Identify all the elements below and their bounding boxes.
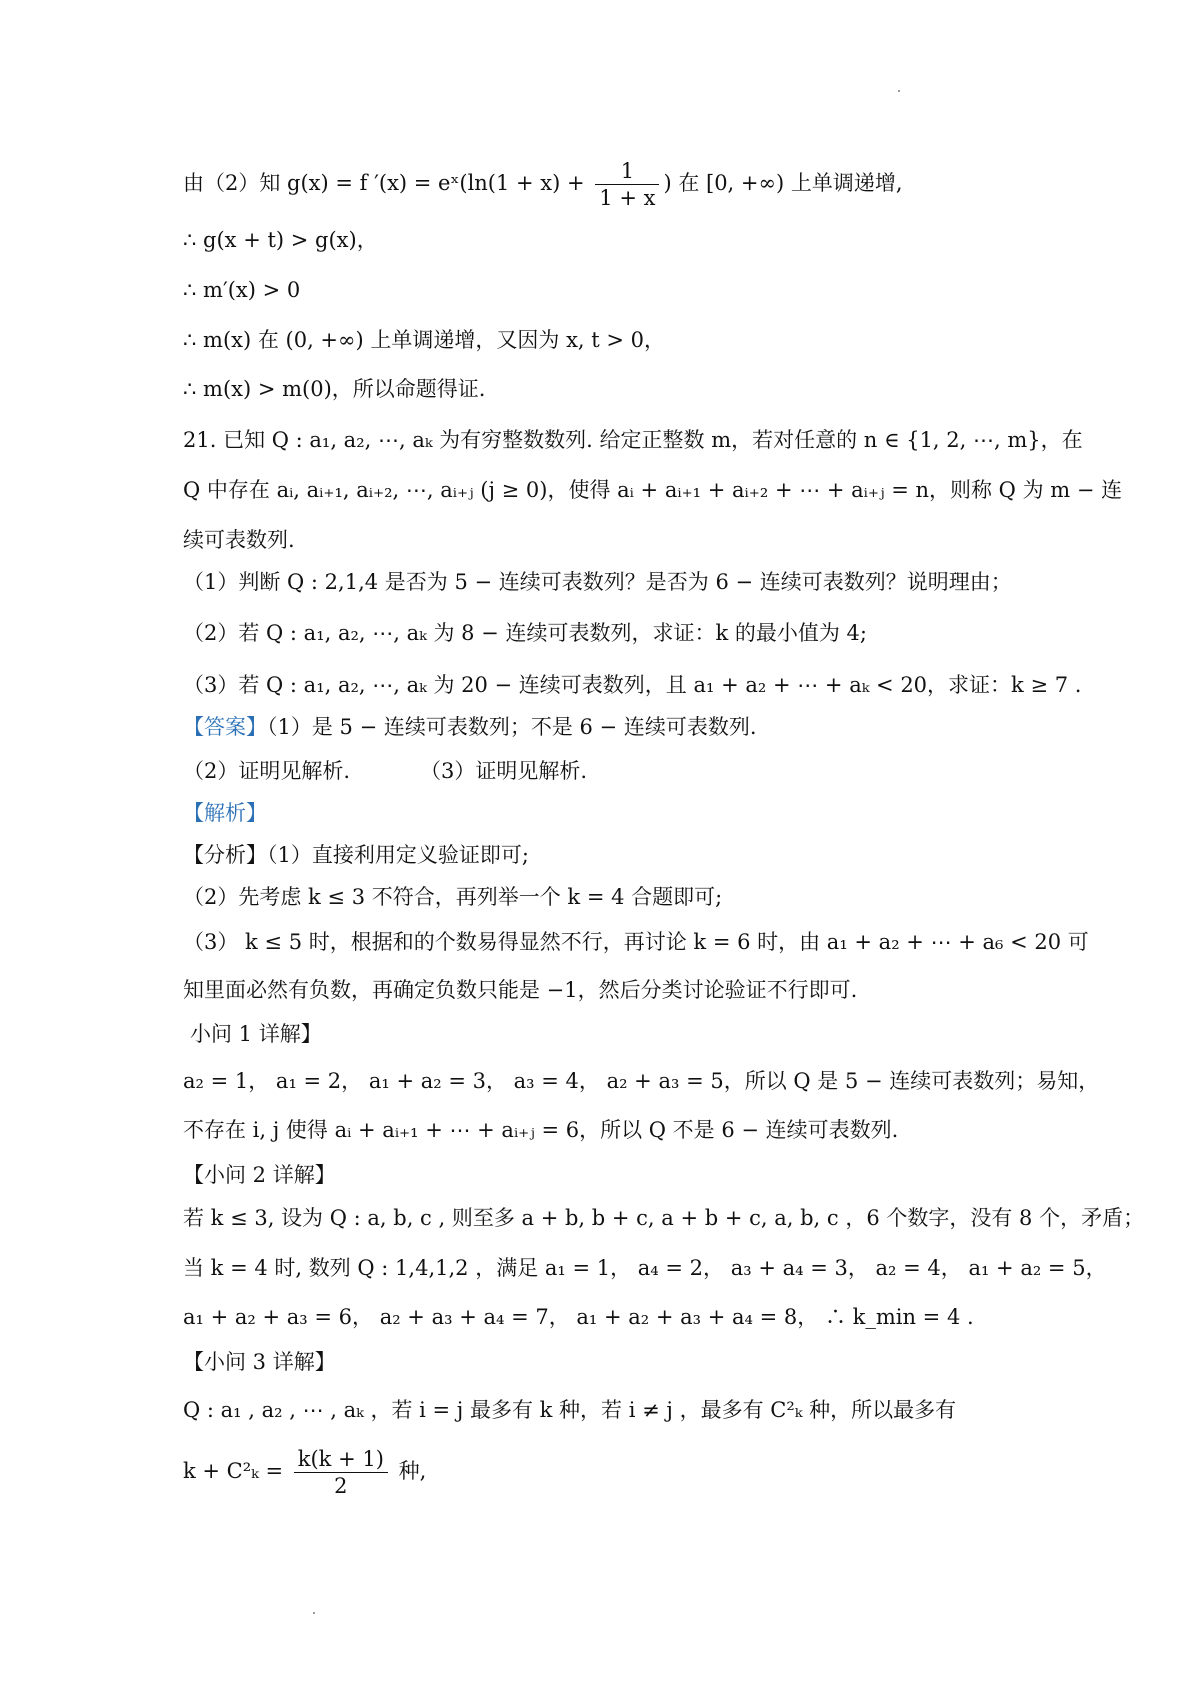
analysis-line-3: （3） k ≤ 5 时，根据和的个数易得显然不行，再讨论 k = 6 时，由 a₁ + a₂ + ⋯ + a₆ < 20 可 — [183, 930, 1089, 954]
part-2-line-2: 当 k = 4 时, 数列 Q : 1,4,1,2 ，满足 a₁ = 1， a₄ = 2， a₃ + a₄ = 3， a₂ = 4， a₁ + a₂ = 5， — [183, 1256, 1107, 1280]
answer-line-1: 【答案】（1）是 5 − 连续可表数列；不是 6 − 连续可表数列. — [183, 715, 757, 739]
proof-line-3: ∴ m′(x) > 0 — [183, 278, 301, 302]
part-1-title: 小问 1 详解】 — [190, 1022, 322, 1046]
question-21-line-1: 21. 已知 Q : a₁, a₂, ⋯, aₖ 为有穷整数数列. 给定正整数 m，若对任意的 n ∈ {1, 2, ⋯, m}，在 — [183, 428, 1083, 452]
part-3-title: 【小问 3 详解】 — [183, 1350, 336, 1374]
answer-line-2: （2）证明见解析. （3）证明见解析. — [183, 759, 588, 783]
proof-line-5: ∴ m(x) > m(0)，所以命题得证. — [183, 377, 486, 401]
proof-line-4: ∴ m(x) 在 (0, +∞) 上单调递增，又因为 x, t > 0， — [183, 328, 666, 352]
part-3-line-2: k + C²ₖ = $\frac{k(k + 1)}{2}$ 种, — [183, 1447, 427, 1498]
subquestion-1: （1）判断 Q : 2,1,4 是否为 5 − 连续可表数列？是否为 6 − 连续可表数列？说明理由； — [183, 570, 1012, 594]
answer-tag: 【答案】 — [183, 715, 267, 739]
question-21-line-3: 续可表数列. — [183, 528, 295, 552]
fraction: $\frac{k(k + 1)}{2}$ — [294, 1446, 388, 1499]
analysis-line-2: （2）先考虑 k ≤ 3 不符合，再列举一个 k = 4 合题即可; — [183, 885, 723, 909]
subquestion-2: （2）若 Q : a₁, a₂, ⋯, aₖ 为 8 − 连续可表数列，求证：k 的最小值为 4; — [183, 621, 867, 645]
speck — [898, 90, 900, 92]
part-1-line-1: a₂ = 1， a₁ = 2， a₁ + a₂ = 3， a₃ = 4， a₂ + a₃ = 5，所以 Q 是 5 − 连续可表数列；易知， — [183, 1069, 1100, 1093]
subquestion-3: （3）若 Q : a₁, a₂, ⋯, aₖ 为 20 − 连续可表数列，且 a₁ + a₂ + ⋯ + aₖ < 20，求证：k ≥ 7 . — [183, 673, 1082, 697]
proof-line-1: 由（2）知 g(x) = f ′(x) = eˣ(ln(1 + x) + $\frac{1}{1 + x}$ ) 在 [0, +∞) 上单调递增, — [183, 159, 903, 210]
speck — [313, 1612, 315, 1614]
fraction: $\frac{1}{1 + x}$ — [595, 158, 659, 211]
question-21-line-2: Q 中存在 aᵢ, aᵢ₊₁, aᵢ₊₂, ⋯, aᵢ₊ⱼ (j ≥ 0)，使得 aᵢ + aᵢ₊₁ + aᵢ₊₂ + ⋯ + aᵢ₊ⱼ = n，则称 Q 为 m − 连 — [183, 478, 1123, 502]
proof-line-2: ∴ g(x + t) > g(x)， — [183, 228, 378, 252]
analysis-tag: 【解析】 — [183, 801, 267, 825]
analysis-line-4: 知里面必然有负数，再确定负数只能是 −1，然后分类讨论验证不行即可. — [183, 978, 858, 1002]
analysis-line-1: 【分析】（1）直接利用定义验证即可; — [183, 843, 529, 867]
part-1-line-2: 不存在 i, j 使得 aᵢ + aᵢ₊₁ + ⋯ + aᵢ₊ⱼ = 6，所以 Q 不是 6 − 连续可表数列. — [183, 1118, 899, 1142]
part-3-line-1: Q : a₁ , a₂ , ⋯ , aₖ ，若 i = j 最多有 k 种，若 i ≠ j ，最多有 C²ₖ 种，所以最多有 — [183, 1398, 957, 1422]
part-2-line-1: 若 k ≤ 3, 设为 Q : a, b, c , 则至多 a + b, b + c, a + b + c, a, b, c ，6 个数字，没有 8 个，矛盾； — [183, 1206, 1145, 1230]
part-2-line-3: a₁ + a₂ + a₃ = 6， a₂ + a₃ + a₄ = 7， a₁ + a₂ + a₃ + a₄ = 8， ∴ k_min = 4 . — [183, 1305, 974, 1329]
part-2-title: 【小问 2 详解】 — [183, 1163, 336, 1187]
